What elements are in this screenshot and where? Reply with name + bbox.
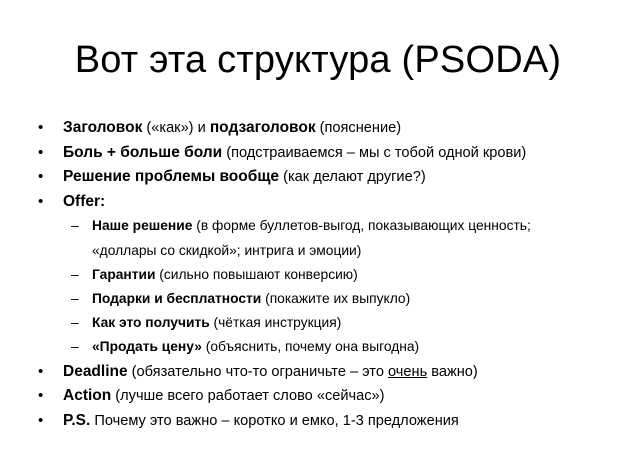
- bullet-icon: •: [38, 119, 44, 136]
- sub-item-text: (покажите их выпукло): [261, 290, 411, 306]
- list-item-solution: [38, 165, 628, 190]
- item-lead: Заголовок: [63, 119, 143, 136]
- item-text: (как делают другие?): [279, 169, 426, 186]
- bullet-icon: •: [38, 143, 44, 161]
- dash-icon: –: [71, 339, 79, 355]
- offer-sublist: [38, 214, 628, 359]
- sub-item-text-continued: «доллары со скидкой»; интрига и эмоции): [92, 242, 362, 258]
- item-lead: Боль + больше боли: [63, 143, 223, 161]
- bullet-icon: •: [38, 387, 44, 405]
- item-text-underlined: очень: [388, 363, 428, 380]
- sub-item-sell-price: [38, 335, 628, 359]
- item-lead-secondary: подзаголовок: [209, 119, 316, 136]
- sub-item-text: (сильно повышают конверсию): [155, 266, 358, 282]
- item-lead: Action: [63, 387, 112, 405]
- dash-icon: –: [71, 315, 79, 331]
- dash-icon: –: [71, 266, 79, 282]
- item-text: Почему это важно – коротко и емко, 1-3 предложения: [90, 412, 459, 429]
- sub-item-lead: «Продать цену»: [92, 339, 202, 355]
- sub-item-our-solution: [38, 214, 628, 262]
- item-lead: Offer:: [63, 192, 106, 210]
- sub-item-text: (объяснить, почему она выгодна): [201, 339, 420, 355]
- sub-item-text: (в форме буллетов-выгод, показывающих ценность;: [192, 218, 531, 234]
- list-item-headline: [38, 116, 628, 141]
- bullet-icon: •: [38, 411, 44, 429]
- item-lead: Deadline: [63, 362, 128, 380]
- bullet-icon: •: [38, 168, 44, 186]
- item-text: («как») и: [142, 120, 210, 136]
- sub-item-guarantees: [38, 263, 628, 287]
- list-item-offer: [38, 190, 628, 215]
- item-text-secondary: важно): [427, 363, 478, 380]
- sub-item-how-to-get: [38, 311, 628, 335]
- bullet-list: [38, 116, 628, 433]
- item-lead: P.S.: [63, 411, 91, 429]
- item-text-secondary: (пояснение): [315, 120, 402, 136]
- item-text: (обязательно что-то ограничьте – это: [127, 363, 388, 380]
- sub-item-lead: Подарки и бесплатности: [92, 290, 262, 306]
- dash-icon: –: [71, 218, 79, 234]
- item-text: (лучше всего работает слово «сейчас»): [111, 388, 385, 405]
- sub-item-lead: Как это получить: [92, 315, 210, 331]
- bullet-icon: •: [38, 192, 44, 210]
- slide-title: Вот эта структура (PSODA): [74, 39, 562, 81]
- sub-item-gifts: [38, 287, 628, 311]
- item-text: (подстраиваемся – мы с тобой одной крови): [222, 144, 527, 161]
- sub-item-lead: Гарантии: [92, 266, 156, 282]
- item-lead: Решение проблемы вообще: [63, 168, 280, 186]
- sub-item-lead: Наше решение: [92, 218, 193, 234]
- list-item-deadline: [38, 360, 628, 385]
- bullet-icon: •: [38, 362, 44, 380]
- list-item-ps: [38, 409, 628, 434]
- dash-icon: –: [71, 290, 79, 306]
- list-item-pain: [38, 141, 628, 166]
- sub-item-text: (чёткая инструкция): [209, 315, 342, 331]
- list-item-action: [38, 384, 628, 409]
